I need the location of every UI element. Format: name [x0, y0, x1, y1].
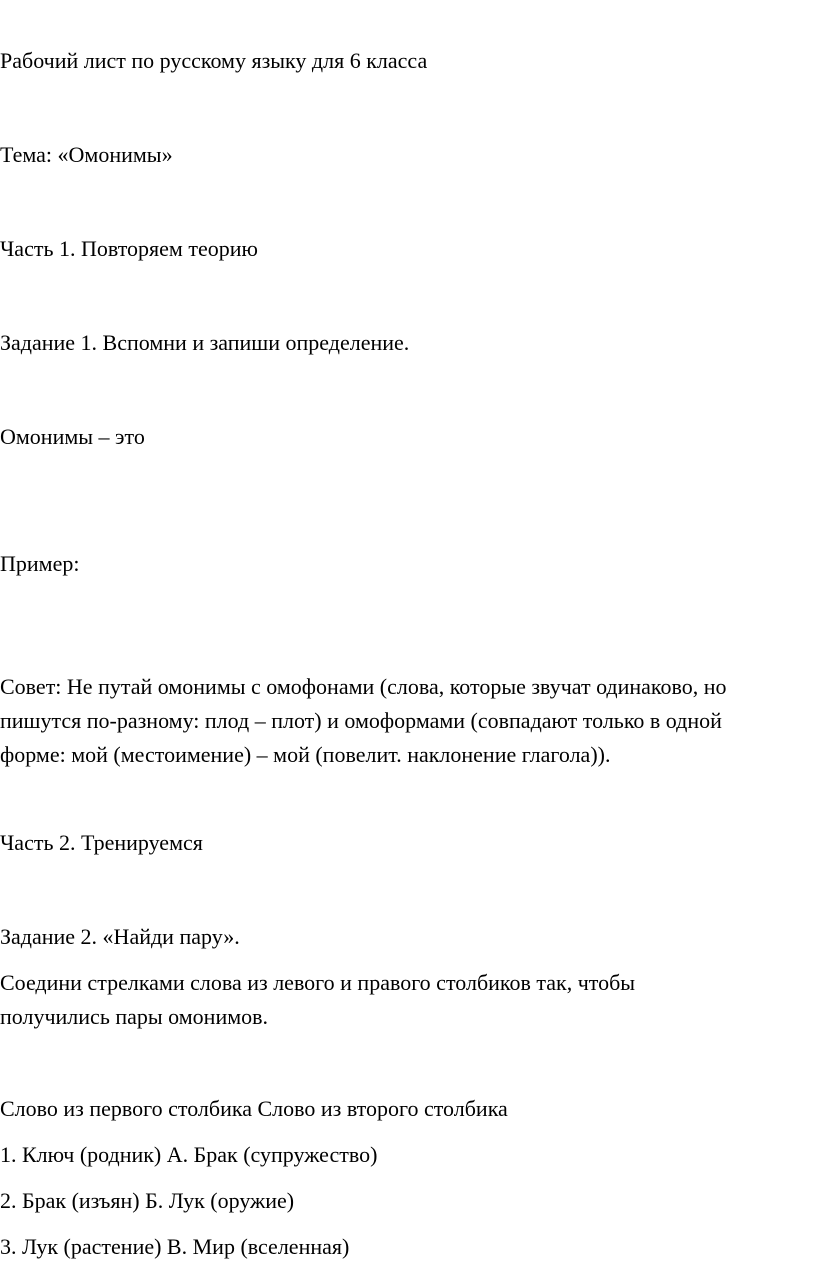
- task2-instruction: [0, 966, 816, 1034]
- columns-header: Слово из первого столбика Слово из второго столбика: [0, 1096, 508, 1121]
- task1-heading: Задание 1. Вспомни и запиши определение.: [0, 330, 410, 355]
- advice-line: пишутся по-разному: плод – плот) и омоформами (совпадают только в одной: [0, 708, 722, 733]
- instruction-line: Соедини стрелками слова из левого и правого столбиков так, чтобы: [0, 970, 636, 995]
- worksheet-title: Рабочий лист по русскому языку для 6 класса: [0, 48, 428, 73]
- pair-row: 2. Брак (изъян) Б. Лук (оружие): [0, 1188, 295, 1213]
- advice-line: форме: мой (местоимение) – мой (повелит. наклонение глагола)).: [0, 742, 611, 767]
- instruction-line: получились пары омонимов.: [0, 1004, 269, 1029]
- advice-paragraph: [0, 670, 816, 772]
- pair-row: 3. Лук (растение) В. Мир (вселенная): [0, 1234, 350, 1259]
- pair-row: 1. Ключ (родник) А. Брак (супружество): [0, 1142, 378, 1167]
- definition-prompt: Омонимы – это: [0, 424, 145, 449]
- topic-line: Тема: «Омонимы»: [0, 142, 173, 167]
- part1-heading: Часть 1. Повторяем теорию: [0, 236, 258, 261]
- part2-heading: Часть 2. Тренируемся: [0, 830, 203, 855]
- task2-heading: Задание 2. «Найди пару».: [0, 924, 240, 949]
- example-label: Пример:: [0, 551, 80, 576]
- advice-line: Совет: Не путай омонимы с омофонами (слова, которые звучат одинаково, но: [0, 674, 727, 699]
